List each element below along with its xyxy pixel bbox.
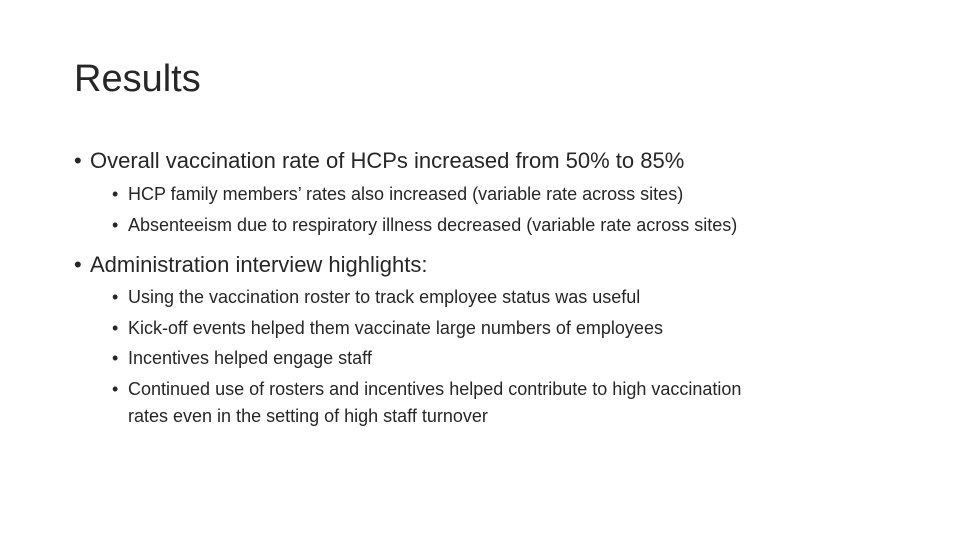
bullet-dot: • [74,252,82,277]
bullet-text: Overall vaccination rate of HCPs increased from 50% to 85% [90,148,685,173]
sub-bullet-family-members [112,183,912,205]
bullet-dot: • [74,148,82,173]
bullet-dot: • [112,184,119,204]
bullet-administration-interview [74,252,428,278]
bullet-overall-vaccination-rate [74,148,684,174]
sub-bullet-continued-use [112,378,912,428]
bullet-dot: • [112,287,119,307]
sub-bullet-text: Continued use of rosters and incentives helped contribute to high vaccination [128,379,742,399]
sub-bullet-text: Using the vaccination roster to track employee status was useful [128,287,641,307]
sub-bullet-absenteeism [112,214,912,236]
sub-bullet-text: Absenteeism due to respiratory illness decreased (variable rate across sites) [128,215,738,235]
bullet-text: Administration interview highlights: [90,252,428,277]
sub-bullet-kick-off-events [112,317,912,339]
bullet-dot: • [112,379,119,399]
sub-bullet-text: Incentives helped engage staff [128,348,372,368]
slide-title: Results [74,58,201,100]
sub-bullet-text-continued: rates even in the setting of high staff turnover [128,406,488,426]
sub-bullet-incentives [112,347,912,369]
bullet-dot: • [112,348,119,368]
sub-bullet-text: HCP family members’ rates also increased (variable rate across sites) [128,184,684,204]
sub-bullet-vaccination-roster [112,286,912,308]
sub-bullet-text: Kick-off events helped them vaccinate large numbers of employees [128,318,663,338]
bullet-dot: • [112,215,119,235]
bullet-dot: • [112,318,119,338]
